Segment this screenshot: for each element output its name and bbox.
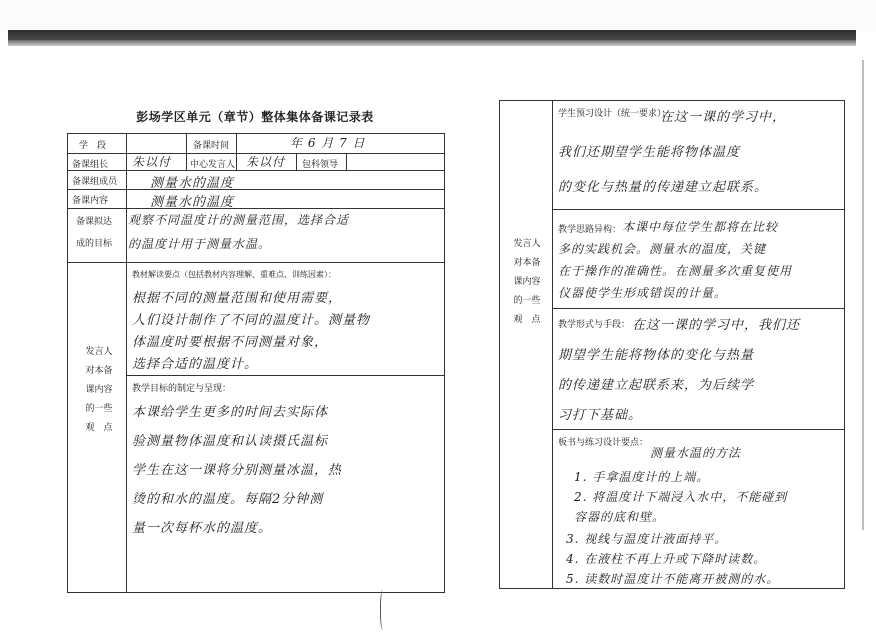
board-heading: 测量水温的方法 xyxy=(650,446,742,460)
leader-name: 朱以付 xyxy=(132,155,172,169)
side-label-line: 课内容 xyxy=(85,385,113,395)
form-line-2: 期望学生能将物体的变化与热量 xyxy=(558,348,755,363)
side-label-line: 发言人 xyxy=(85,347,113,357)
side-label-line: 观 点 xyxy=(85,423,113,433)
teaching-goal-line-3: 学生在这一课将分别测量冰温，热 xyxy=(132,463,343,478)
rule xyxy=(126,133,127,593)
textbook-line-2: 人们设计制作了不同的温度计。测量物 xyxy=(132,313,371,328)
side-label-line: 发言人 xyxy=(513,239,541,249)
leader-label: 备课组长 xyxy=(72,160,109,170)
goal-line-1: 观察不同温度计的测量范围，选择合适 xyxy=(128,213,350,227)
board-label: 板书与练习设计要点： xyxy=(558,438,649,448)
preview-line-3: 的变化与热量的传递建立起联系。 xyxy=(558,180,769,195)
rule xyxy=(236,133,237,170)
preview-label: 学生预习设计（统一要求）： xyxy=(558,109,671,119)
preview-line-2: 我们还期望学生能将物体温度 xyxy=(558,145,741,160)
textbook-line-4: 选择合适的温度计。 xyxy=(132,357,259,372)
board-line-6: 5. 读数时温度计不能离开被测的水。 xyxy=(566,572,780,586)
textbook-line-3: 体温度时要根据不同测量对象， xyxy=(132,335,329,350)
content-label: 备课内容 xyxy=(72,196,109,206)
speaker-name: 朱以付 xyxy=(246,155,286,169)
content-line-2: 测量水的温度 xyxy=(150,195,235,210)
goal-label-1: 备课拟达 xyxy=(76,217,113,227)
textbook-label: 教材解读要点（包括教材内容理解、重难点、训练因素）： xyxy=(132,270,336,279)
teaching-goal-line-4: 烫的和水的温度。每隔2分钟测 xyxy=(132,492,324,507)
left-side-label xyxy=(76,343,122,438)
rule xyxy=(552,429,845,430)
board-line-1: 1. 手拿温度计的上端。 xyxy=(574,470,710,484)
rule xyxy=(346,153,347,170)
rule xyxy=(552,100,553,589)
page-title: 彭场学区单元（章节）整体集体备课记录表 xyxy=(136,110,374,124)
side-label-line: 观 点 xyxy=(513,315,541,325)
approach-line-2: 多的实践机会。测量水的温度，关键 xyxy=(558,242,767,256)
form-line-4: 习打下基础。 xyxy=(558,408,643,423)
rule xyxy=(552,209,845,210)
rule xyxy=(67,208,445,209)
rule xyxy=(67,189,445,190)
rule xyxy=(186,133,187,170)
side-label-line: 的一些 xyxy=(513,296,541,306)
preview-line-1: 在这一课的学习中， xyxy=(660,110,787,125)
board-line-3: 容器的底和壁。 xyxy=(574,510,666,524)
approach-line-3: 在于操作的准确性。在测量多次重复使用 xyxy=(558,264,793,278)
form-line-1: 在这一课的学习中，我们还 xyxy=(632,318,801,333)
rule xyxy=(296,153,297,170)
pen-mark xyxy=(380,590,387,630)
page-edge xyxy=(862,60,864,530)
grade-label: 学 段 xyxy=(79,141,107,151)
form-line-3: 的传递建立起联系来，为后续学 xyxy=(558,378,755,393)
goal-line-2: 的温度计用于测量水温。 xyxy=(128,237,272,251)
approach-label: 教学思路异构： xyxy=(558,225,622,235)
goal-label-2: 成的目标 xyxy=(76,239,113,249)
scan-margin xyxy=(0,0,876,32)
speaker-label: 中心发言人 xyxy=(190,160,236,170)
rule xyxy=(67,170,445,171)
scan-shadow-band xyxy=(8,30,856,40)
teaching-goal-line-2: 验测量物体温度和认读摄氏温标 xyxy=(132,434,329,449)
approach-line-4: 仪器使学生形成错误的计量。 xyxy=(558,286,728,300)
guide-label: 包科领导 xyxy=(302,160,339,170)
teaching-goal-line-5: 量一次每杯水的温度。 xyxy=(132,521,273,536)
content-line-1: 测量水的温度 xyxy=(150,176,235,191)
rule xyxy=(552,308,845,309)
right-side-label xyxy=(505,235,549,330)
form-label: 教学形式与手段： xyxy=(558,320,631,330)
side-label-line: 的一些 xyxy=(85,404,113,414)
members-label: 备课组成员 xyxy=(72,177,118,187)
side-label-line: 课内容 xyxy=(513,277,541,287)
rule xyxy=(67,262,445,263)
rule xyxy=(126,375,445,376)
approach-line-1: 本课中每位学生都将在比较 xyxy=(622,220,779,234)
side-label-line: 对本备 xyxy=(513,258,541,268)
teaching-goal-label: 教学目标的制定与呈现： xyxy=(132,384,232,394)
board-line-4: 3. 视线与温度计液面持平。 xyxy=(566,532,728,546)
teaching-goal-line-1: 本课给学生更多的时间去实际体 xyxy=(132,405,329,420)
board-line-5: 4. 在液柱不再上升或下降时读数。 xyxy=(566,552,767,566)
prep-date: 年 6 月 7 日 xyxy=(290,136,366,150)
scan-shadow-gradient xyxy=(8,40,856,46)
board-line-2: 2. 将温度计下端浸入水中，不能碰到 xyxy=(574,490,788,504)
textbook-line-1: 根据不同的测量范围和使用需要， xyxy=(132,291,343,306)
prep-time-label: 备课时间 xyxy=(193,141,230,151)
side-label-line: 对本备 xyxy=(85,366,113,376)
